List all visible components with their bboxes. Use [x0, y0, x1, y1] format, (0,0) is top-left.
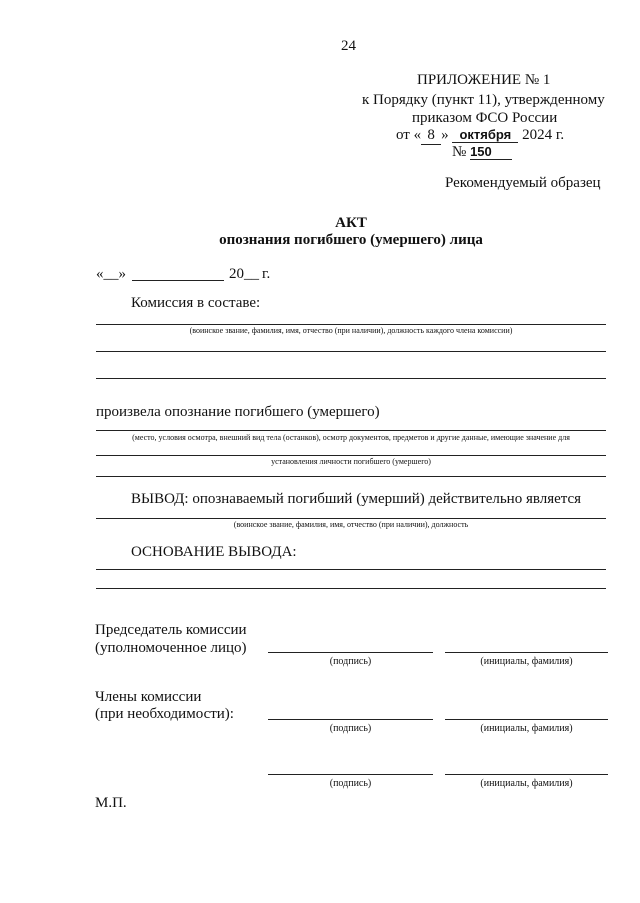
member-2-initials-hint: (инициалы, фамилия)	[480, 778, 573, 789]
appendix-date-mid: »	[441, 127, 449, 143]
act-date-month-line	[132, 280, 224, 281]
appendix-date-day: 8	[421, 127, 441, 145]
commission-hint: (воинское звание, фамилия, имя, отчество (при наличии), должность каждого члена комиссии)	[189, 326, 513, 335]
member-1-signature-hint: (подпись)	[329, 723, 372, 734]
identification-line-3	[96, 476, 606, 477]
appendix-order-ref: к Порядку (пункт 11), утвержденному	[362, 92, 605, 108]
identification-hint-2: установления личности погибшего (умершего)	[271, 457, 431, 466]
member-2-signature-line	[268, 774, 433, 775]
appendix-date-prefix: от «	[396, 127, 422, 143]
appendix-date	[396, 127, 564, 145]
basis-line-2	[96, 588, 606, 589]
appendix-number-value: 150	[470, 144, 512, 160]
act-date-year: 20__	[229, 266, 259, 282]
member-1-signature-line	[268, 719, 433, 720]
appendix-date-month: октября	[452, 127, 518, 143]
member-1-initials-hint: (инициалы, фамилия)	[480, 723, 573, 734]
chairman-label-1: Председатель комиссии	[95, 622, 247, 638]
commission-line-3	[96, 378, 606, 379]
members-label-1: Члены комиссии	[95, 689, 202, 705]
basis-label: ОСНОВАНИЕ ВЫВОДА:	[131, 544, 297, 560]
chairman-initials-line	[445, 652, 608, 653]
member-2-signature-hint: (подпись)	[329, 778, 372, 789]
document-subtitle: опознания погибшего (умершего) лица	[219, 232, 483, 248]
conclusion-hint: (воинское звание, фамилия, имя, отчество (при наличии), должность	[233, 520, 469, 529]
chairman-signature-hint: (подпись)	[329, 656, 372, 667]
identification-label: произвела опознание погибшего (умершего)	[96, 404, 380, 420]
member-2-initials-line	[445, 774, 608, 775]
chairman-signature-line	[268, 652, 433, 653]
recommended-sample: Рекомендуемый образец	[445, 175, 601, 191]
chairman-label-2: (уполномоченное лицо)	[95, 640, 247, 656]
chairman-initials-hint: (инициалы, фамилия)	[480, 656, 573, 667]
identification-hint-1: (место, условия осмотра, внешний вид тела (останков), осмотр документов, предметов и другие данные, имеющие значение для	[132, 433, 570, 442]
identification-line-1	[96, 430, 606, 431]
members-label-2: (при необходимости):	[95, 706, 234, 722]
commission-line-2	[96, 351, 606, 352]
appendix-title: ПРИЛОЖЕНИЕ № 1	[417, 72, 551, 88]
conclusion-label: ВЫВОД: опознаваемый погибший (умерший) действительно является	[131, 491, 582, 507]
act-date-suffix: г.	[262, 266, 271, 282]
commission-line-1	[96, 324, 606, 325]
commission-label: Комиссия в составе:	[131, 295, 261, 311]
document-title: АКТ	[335, 215, 367, 231]
appendix-order-authority: приказом ФСО России	[412, 110, 558, 126]
basis-line-1	[96, 569, 606, 570]
appendix-date-year: 2024 г.	[522, 127, 565, 143]
stamp-place: М.П.	[95, 795, 127, 811]
conclusion-line	[96, 518, 606, 519]
appendix-number-prefix: №	[452, 144, 467, 160]
identification-line-2	[96, 455, 606, 456]
member-1-initials-line	[445, 719, 608, 720]
page-number: 24	[341, 38, 356, 54]
act-date-open: «__»	[96, 266, 126, 282]
appendix-number	[452, 144, 512, 161]
